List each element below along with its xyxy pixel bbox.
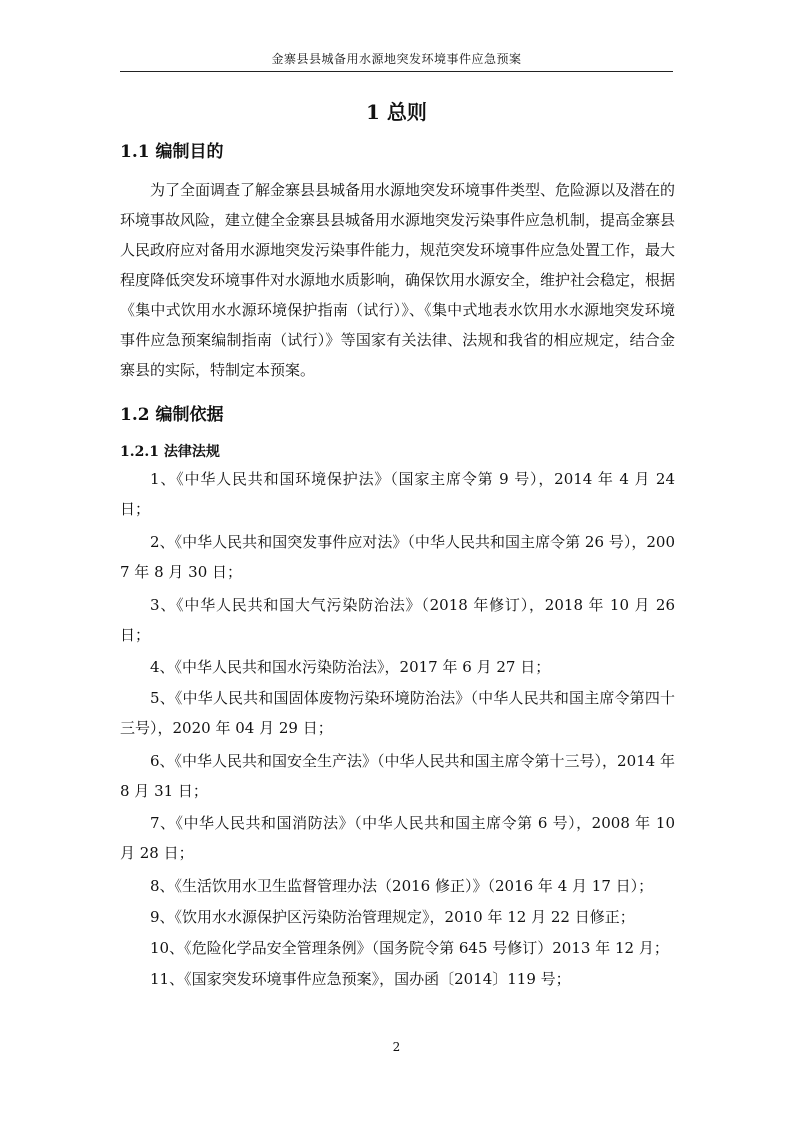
subsection-heading-1-2-1: 1.2.1 法律法规 xyxy=(120,444,220,460)
list-item: 6、《中华人民共和国安全生产法》（中华人民共和国主席令第十三号），2014 年 8 月 31 日； xyxy=(120,752,675,800)
list-item: 2、《中华人民共和国突发事件应对法》（中华人民共和国主席令第 26 号），2007 年 8 月 30 日； xyxy=(120,533,675,581)
list-item: 7、《中华人民共和国消防法》（中华人民共和国主席令第 6 号），2008 年 10 月 28 日； xyxy=(120,814,675,862)
list-item: 5、《中华人民共和国固体废物污染环境防治法》（中华人民共和国主席令第四十三号），2020 年 04 月 29 日； xyxy=(120,689,675,737)
list-item: 4、《中华人民共和国水污染防治法》，2017 年 6 月 27 日； xyxy=(150,658,551,676)
list-item: 1、《中华人民共和国环境保护法》（国家主席令第 9 号），2014 年 4 月 24 日； xyxy=(120,470,675,518)
header-rule xyxy=(120,71,673,72)
chapter-title: 1 总则 xyxy=(366,100,427,124)
list-item: 10、《危险化学品安全管理条例》（国务院令第 645 号修订）2013 年 12 月； xyxy=(150,939,669,957)
list-item: 8、《生活饮用水卫生监督管理办法（2016 修正）》（2016 年 4 月 17 日）； xyxy=(150,877,654,895)
section-heading-1-1: 1.1 编制目的 xyxy=(120,142,224,162)
running-header: 金寨县县城备用水源地突发环境事件应急预案 xyxy=(271,52,522,66)
section-heading-1-2: 1.2 编制依据 xyxy=(120,405,224,425)
list-item: 9、《饮用水水源保护区污染防治管理规定》，2010 年 12 月 22 日修正； xyxy=(150,908,635,926)
page-number: 2 xyxy=(392,1040,401,1054)
list-item: 11、《国家突发环境事件应急预案》，国办函〔2014〕119 号； xyxy=(150,970,571,988)
list-item: 3、《中华人民共和国大气污染防治法》（2018 年修订），2018 年 10 月 26 日； xyxy=(120,596,675,644)
section-1-1-paragraph: 为了全面调查了解金寨县县城备用水源地突发环境事件类型、危险源以及潜在的环境事故风险，建立健全金寨县县城备用水源地突发污染事件应急机制，提高金寨县人民政府应对备用水源地突发污染事件能力，规范突发环境事件应急处置工作，最大程度降低突发环境事件对水源地水质影响，确保饮用水源安全，维护社会稳定，根据《集中式饮用水水源环境保护指南（试行）》、《集中式地表水饮用水水源地突发环境事件应急预案编制指南（试行）》等国家有关法律、法规和我省的相应规定，结合金寨县的实际，特制定本预案。 xyxy=(120,181,676,379)
